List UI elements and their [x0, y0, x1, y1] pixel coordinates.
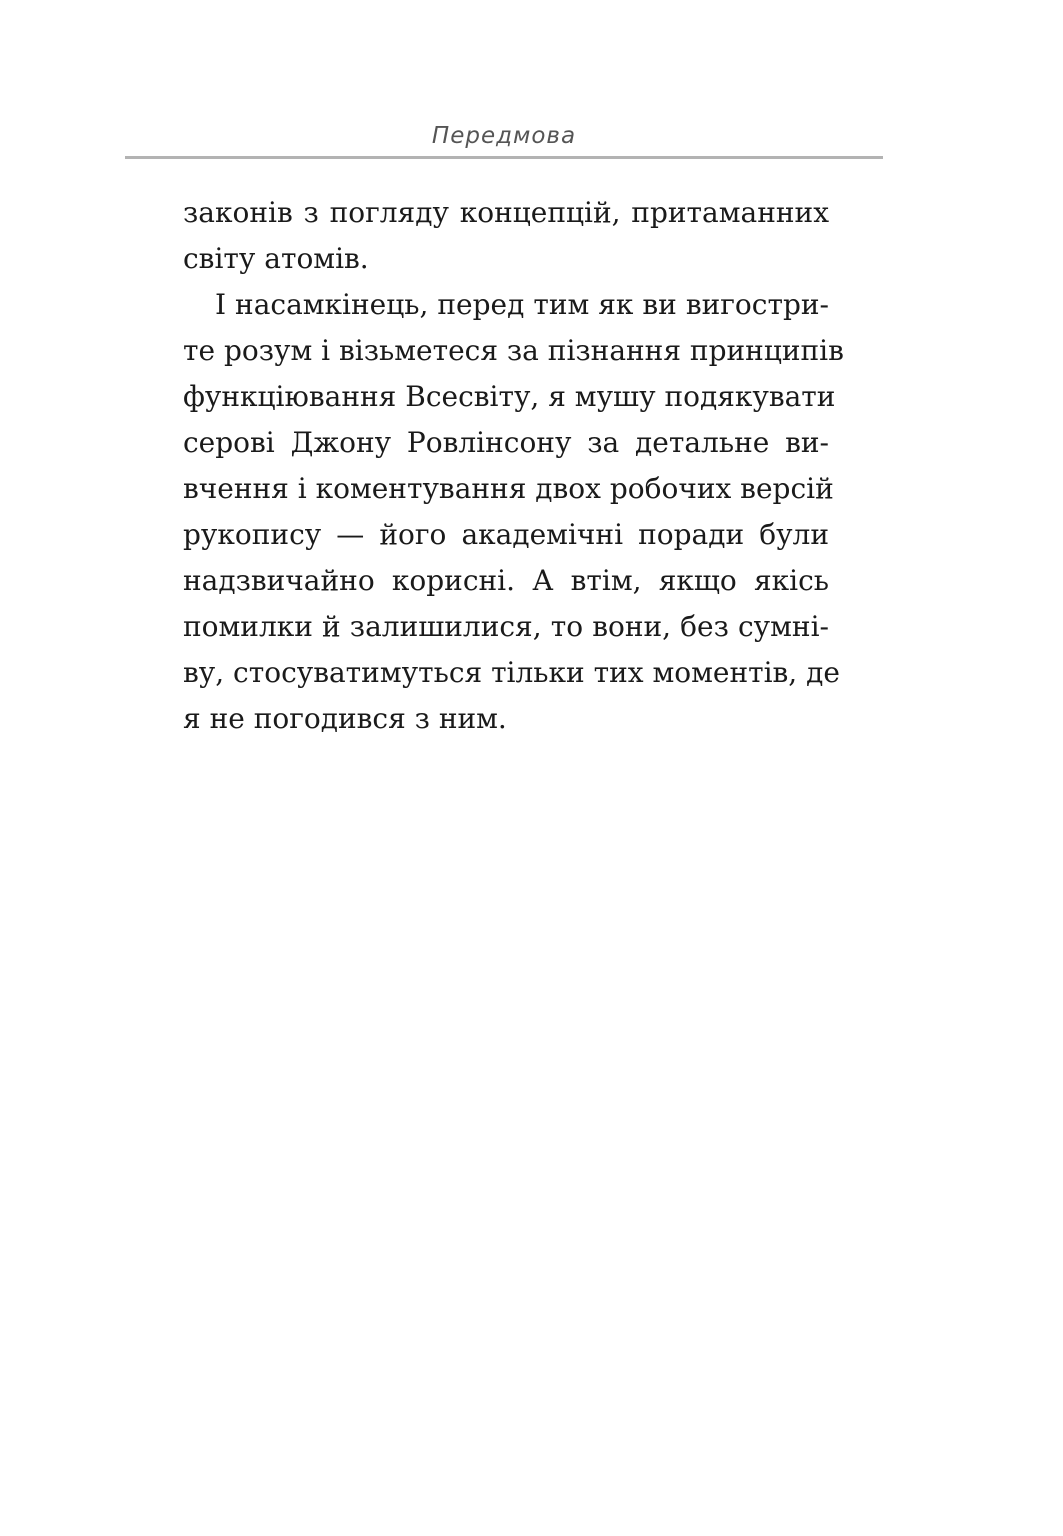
text-line: функціювання Всесвіту, я мушу подякувати [183, 380, 836, 413]
text-line: ву, стосуватимуться тільки тих моментів, де [183, 656, 840, 689]
running-header [125, 118, 883, 159]
text-line: те розум і візьметеся за пізнання принципів [183, 334, 844, 367]
text-line: рукопису — його академічні поради були [183, 518, 829, 551]
text-line: світу атомів. [183, 242, 369, 275]
text-line: серові Джону Ровлінсону за детальне ви- [183, 426, 829, 459]
paragraph-first-line: І насамкінець, перед тим як ви вигостри- [215, 288, 829, 321]
running-title: Передмова [431, 123, 577, 149]
text-line: законів з погляду концепцій, притаманних [183, 196, 829, 229]
text-line: помилки й залишилися, то вони, без сумні- [183, 610, 829, 643]
text-line: я не погодився з ним. [183, 702, 507, 735]
text-line: вчення і коментування двох робочих версій [183, 472, 834, 505]
text-line: надзвичайно корисні. А втім, якщо якісь [183, 564, 829, 597]
body-text [183, 190, 844, 742]
